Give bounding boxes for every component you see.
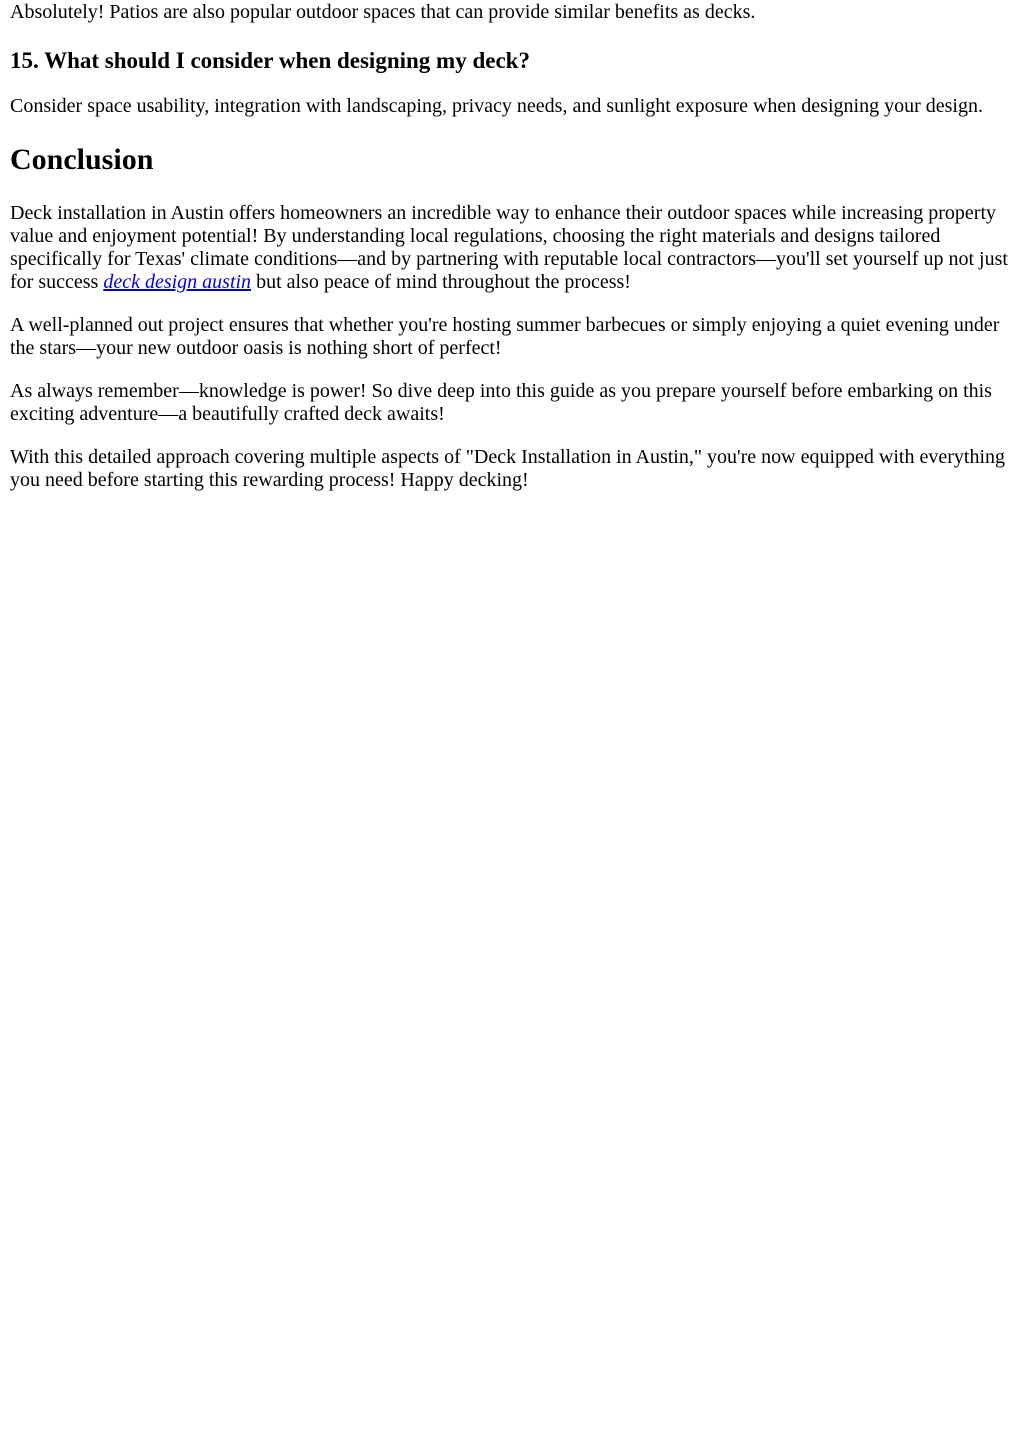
faq-answer-15: Consider space usability, integration with landscaping, privacy needs, and sunlight exposure when designing your design.: [10, 95, 983, 117]
conclusion-paragraph-1-text-after: but also peace of mind throughout the process!: [251, 271, 631, 293]
conclusion-paragraph-4: With this detailed approach covering multiple aspects of "Deck Installation in Austin," you're now equipped with everything you need before starting this rewarding process! Happy decking!: [10, 446, 1005, 491]
faq-question-15-heading: 15. What should I consider when designing my deck?: [10, 48, 530, 73]
conclusion-paragraph-2: A well-planned out project ensures that whether you're hosting summer barbecues or simply enjoying a quiet evening under the stars—your new outdoor oasis is nothing short of perfect!: [10, 314, 1000, 359]
article-body: [0, 0, 1024, 492]
conclusion-paragraph-1: [10, 202, 1014, 294]
faq-answer-14: Absolutely! Patios are also popular outdoor spaces that can provide similar benefits as decks.: [10, 1, 756, 23]
conclusion-paragraph-3: As always remember—knowledge is power! So dive deep into this guide as you prepare yourself before embarking on this exciting adventure—a beautifully crafted deck awaits!: [10, 380, 992, 425]
conclusion-paragraph-1-text-before: Deck installation in Austin offers homeowners an incredible way to enhance their outdoor spaces while increasing property value and enjoyment potential! By understanding local regulations, choosing the right materials and designs tailored specifically for Texas' climate conditions—and by partnering with reputable local contractors—you'll set yourself up not just for success: [10, 202, 1008, 293]
conclusion-heading: Conclusion: [10, 143, 154, 176]
deck-design-austin-link[interactable]: deck design austin: [103, 271, 252, 293]
